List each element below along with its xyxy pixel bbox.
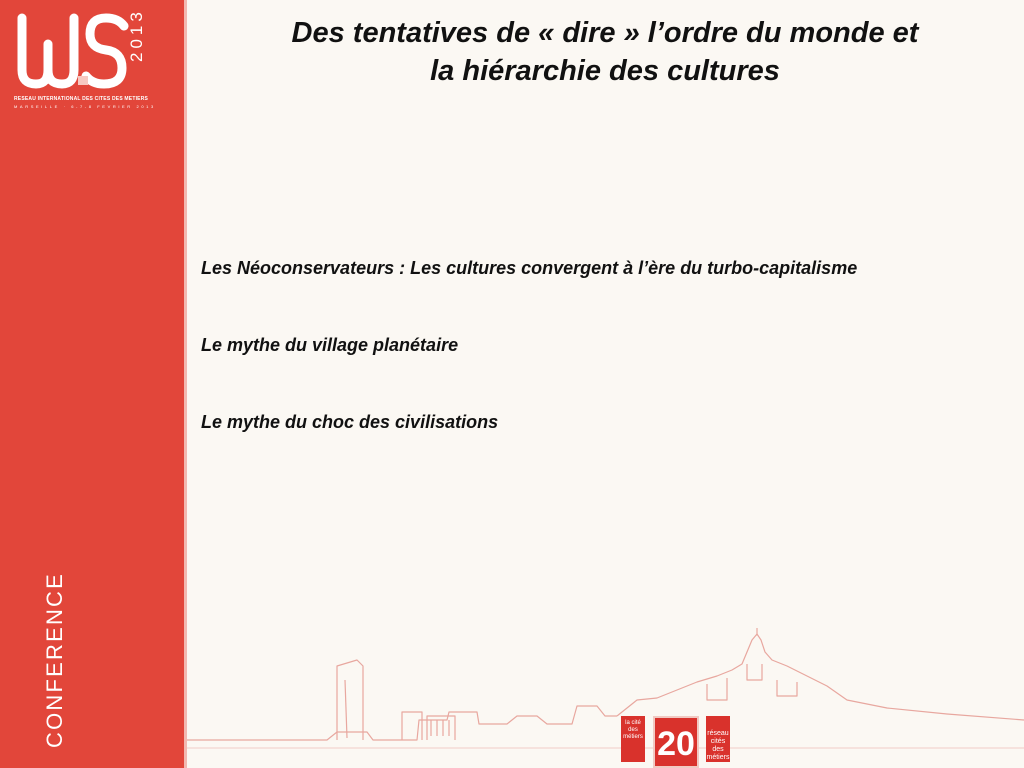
bullet-item: Le mythe du choc des civilisations	[201, 412, 499, 432]
sidebar-band	[0, 0, 186, 768]
slide-title-line-1: Des tentatives de « dire » l’ordre du monde et	[291, 17, 919, 49]
section-label: CONFERENCE	[42, 571, 67, 748]
ws-logo	[14, 4, 174, 96]
logo-tagline: RESEAU INTERNATIONAL DES CITES DES METIERS	[14, 96, 149, 102]
slide-title-line-2: la hiérarchie des cultures	[430, 55, 780, 87]
bullet-item: Le mythe du village planétaire	[201, 335, 459, 355]
marseille-skyline-illustration	[187, 620, 1024, 768]
bullet-item: Les Néoconservateurs : Les cultures convergent à l’ère du turbo-capitalisme	[201, 258, 858, 278]
bullet-list	[201, 256, 1016, 487]
logo-subline: MARSEILLE · 6-7-8 FEVRIER 2013	[14, 104, 156, 109]
logo-year: 2013	[127, 8, 146, 62]
reseau-badge: réseau cités des métiers	[706, 716, 730, 762]
anniversary-20-badge: 20	[653, 716, 699, 768]
cite-des-metiers-badge: la cité des métiers	[621, 716, 645, 762]
slide-title	[195, 14, 1015, 90]
